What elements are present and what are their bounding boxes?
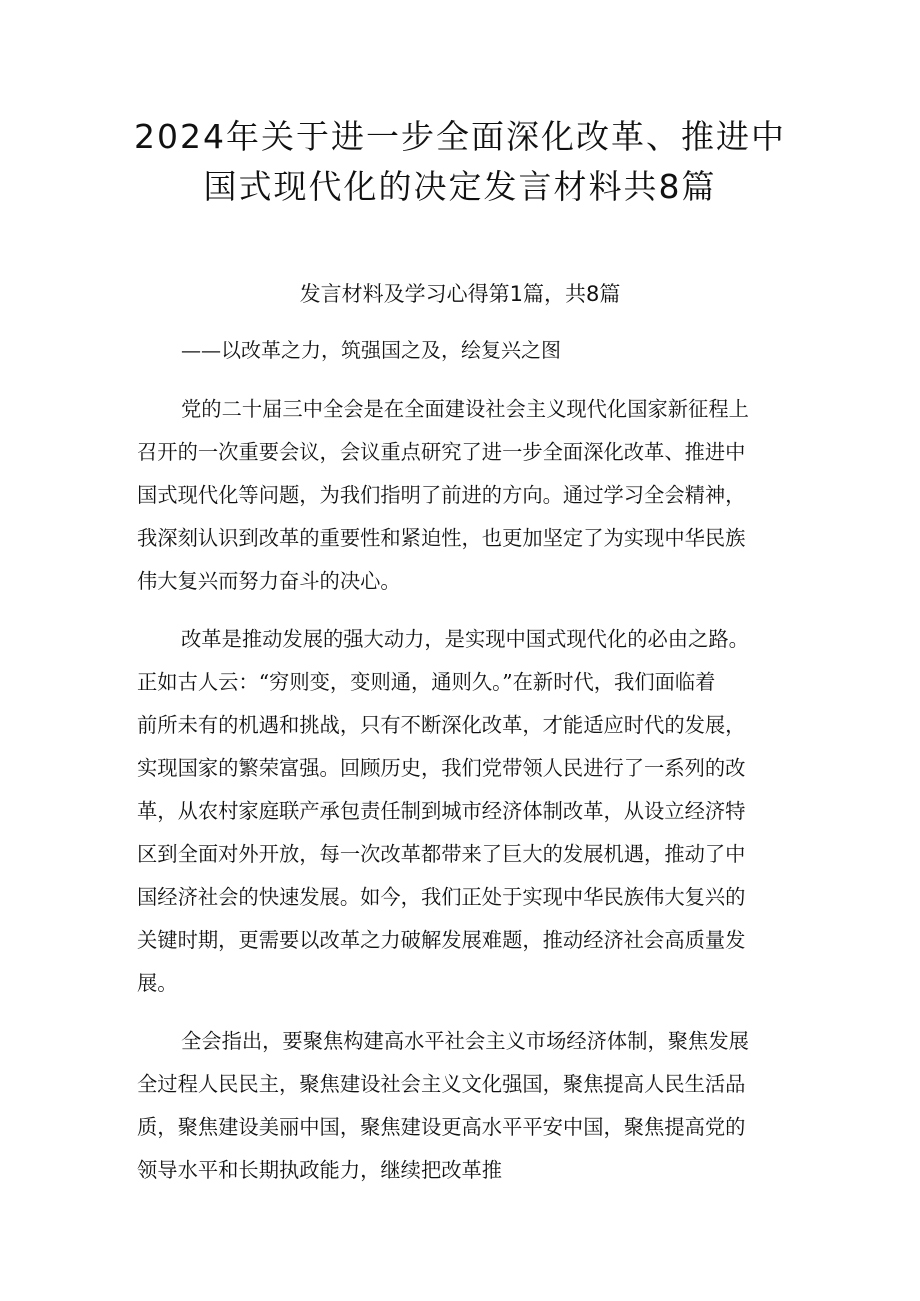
paragraph-1-line-3: 国式现代化等问题，为我们指明了前进的方向。通过学习全会精神， [137,483,746,507]
paragraph-2-line-6: 区到全面对外开放，每一次改革都带来了巨大的发展机遇，推动了中 [137,842,746,866]
paragraph-2-line-4: 实现国家的繁荣富强。回顾历史，我们党带领人民进行了一系列的改 [137,756,746,780]
paragraph-1-line-4: 我深刻认识到改革的重要性和紧迫性，也更加坚定了为实现中华民族 [137,526,746,550]
paragraph-2-line-2: 正如古人云：“穷则变，变则通，通则久。”在新时代，我们面临着 [137,670,716,694]
subtitle: ——以改革之力，筑强国之及，绘复兴之图 [181,338,561,362]
paragraph-3-line-4: 领导水平和长期执政能力，继续把改革推 [137,1158,503,1182]
paragraph-1-line-5: 伟大复兴而努力奋斗的决心。 [137,569,401,593]
document-title [110,112,810,212]
paragraph-3-line-3: 质，聚焦建设美丽中国，聚焦建设更高水平平安中国，聚焦提高党的 [137,1115,746,1139]
paragraph-1-line-2: 召开的一次重要会议，会议重点研究了进一步全面深化改革、推进中 [137,440,746,464]
paragraph-2-line-8: 关键时期，更需要以改革之力破解发展难题，推动经济社会高质量发 [137,928,746,952]
paragraph-3-line-2: 全过程人民民主，聚焦建设社会主义文化强国，聚焦提高人民生活品 [137,1072,746,1096]
paragraph-2-line-5: 革，从农村家庭联产承包责任制到城市经济体制改革，从设立经济特 [137,799,746,823]
section-heading: 发言材料及学习心得第1篇，共8篇 [299,282,621,306]
paragraph-3-line-1: 全会指出，要聚焦构建高水平社会主义市场经济体制，聚焦发展 [181,1029,749,1053]
paragraph-2-line-7: 国经济社会的快速发展。如今，我们正处于实现中华民族伟大复兴的 [137,885,746,909]
paragraph-2-line-9: 展。 [137,971,178,995]
paragraph-2-line-3: 前所未有的机遇和挑战，只有不断深化改革，才能适应时代的发展， [137,713,746,737]
paragraph-1-line-1: 党的二十届三中全会是在全面建设社会主义现代化国家新征程上 [181,397,749,421]
document-title-line-1: 2024年关于进一步全面深化改革、推进中 [134,117,786,156]
paragraph-2-line-1: 改革是推动发展的强大动力，是实现中国式现代化的必由之路。 [181,627,749,651]
document-title-line-2: 国式现代化的决定发言材料共8篇 [203,167,717,206]
